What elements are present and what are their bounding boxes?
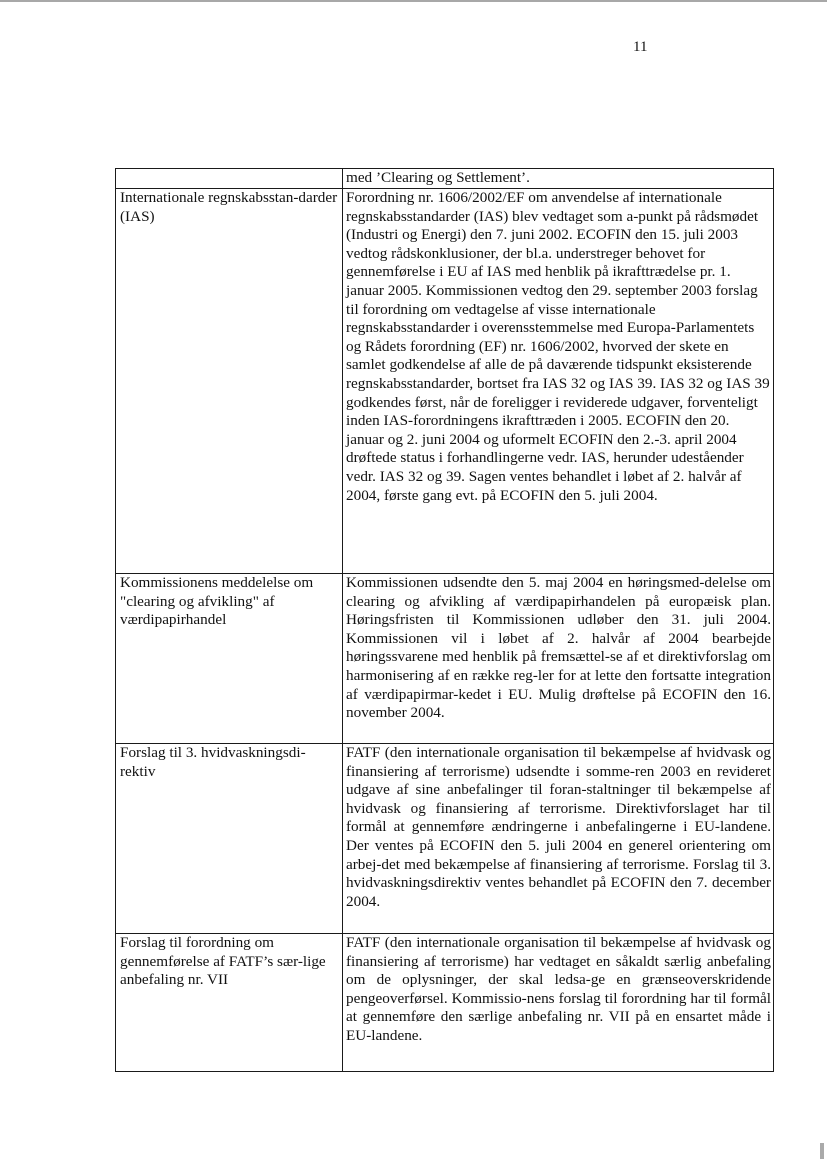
description-cell xyxy=(343,169,774,189)
topic-cell xyxy=(116,744,343,934)
table-row xyxy=(116,934,774,1072)
topic-cell xyxy=(116,189,343,574)
description-cell xyxy=(343,744,774,934)
table-row xyxy=(116,574,774,744)
table-row xyxy=(116,744,774,934)
description-cell xyxy=(343,574,774,744)
topic-cell xyxy=(116,574,343,744)
description-text: Forordning nr. 1606/2002/EF om anvendelse af internationale regnskabsstandarder (IAS) blev vedtaget som a-punkt på rådsmødet (Industri og Energi) den 7. juni 2002. ECOFIN den 15. juli 2003 vedtog rådskonklusioner, der bl.a. understreger behovet for gennemførelse i EU af IAS med henblik på ikrafttrædelse pr. 1. januar 2005. Kommissionen vedtog den 29. september 2003 forslag til forordning om vedtagelse af visse internationale regnskabsstandarder i overensstemmelse med Europa-Parlamentets og Rådets forordning (EF) nr. 1606/2002, hvorved der skete en samlet godkendelse af alle de på daværende tidspunkt eksisterende regnskabsstandarder, bortset fra IAS 32 og IAS 39. IAS 32 og IAS 39 godkendes først, når de foreligger i reviderede udgaver, forventeligt inden IAS-forordningens ikrafttræden i 2005. ECOFIN den 20. januar og 2. juni 2004 og uformelt ECOFIN den 2.-3. april 2004 drøftede status i forhandlingerne vedr. IAS, herunder udeståender vedr. IAS 32 og 39. Sagen ventes behandlet i løbet af 2. halvår af 2004, første gang evt. på ECOFIN den 5. juli 2004. xyxy=(346,189,770,504)
table-row xyxy=(116,169,774,189)
description-text: FATF (den internationale organisation til bekæmpelse af hvidvask og finansiering af terrorisme) har vedtaget en såkaldt særlig anbefaling om de oplysninger, der skal ledsa-ge en grænseoverskridende pengeoverførsel. Kommissio-nens forslag til forordning har til formål at gennemføre den særlige anbefaling nr. VII på en ensartet måde i EU-landene. xyxy=(346,934,771,1044)
topic-text: Forslag til 3. hvidvaskningsdi-rektiv xyxy=(120,744,306,780)
eu-agenda-table xyxy=(115,168,774,1072)
description-text: Kommissionen udsendte den 5. maj 2004 en høringsmed-delelse om clearing og afvikling af værdipapirhandelen på europæisk plan. Høringsfristen til Kommissionen udløber den 31. juli 2004. Kommissionen vil i løbet af 2. halvår af 2004 bearbejde høringssvarene med henblik på fremsættel-se af et direktivforslag om harmonisering af en række reg-ler for at lette den fortsatte integration af værdipapirmar-kedet i EU. Mulig drøftelse på ECOFIN den 16. november 2004. xyxy=(346,574,771,722)
description-cell xyxy=(343,934,774,1072)
description-text: med ’Clearing og Settlement’. xyxy=(346,169,530,186)
topic-text: Forslag til forordning om gennemførelse af FATF’s sær-lige anbefaling nr. VII xyxy=(120,934,326,989)
scan-edge xyxy=(0,0,827,2)
description-cell xyxy=(343,189,774,574)
table-row xyxy=(116,189,774,574)
description-text: FATF (den internationale organisation til bekæmpelse af hvidvask og finansiering af terrorisme) udsendte i somme-ren 2003 en revideret udgave af sine anbefalinger til foran-staltninger til bekæmpelse af hvidvask og finansiering af terrorisme. Direktivforslaget har til formål at gennemføre ændringerne i anbefalingerne i EU-landene. Der ventes på ECOFIN den 5. juli 2004 en generel orientering om arbej-det med bekæmpelse af finansiering af terrorisme. Forslag til 3. hvidvaskningsdirektiv ventes behandlet på ECOFIN den 7. december 2004. xyxy=(346,744,771,910)
topic-text: Internationale regnskabsstan-darder (IAS) xyxy=(120,189,338,225)
topic-cell xyxy=(116,934,343,1072)
topic-cell xyxy=(116,169,343,189)
page-number: 11 xyxy=(633,39,648,55)
scan-corner-mark xyxy=(820,1143,824,1159)
topic-text: Kommissionens meddelelse om "clearing og afvikling" af værdipapirhandel xyxy=(120,574,314,629)
